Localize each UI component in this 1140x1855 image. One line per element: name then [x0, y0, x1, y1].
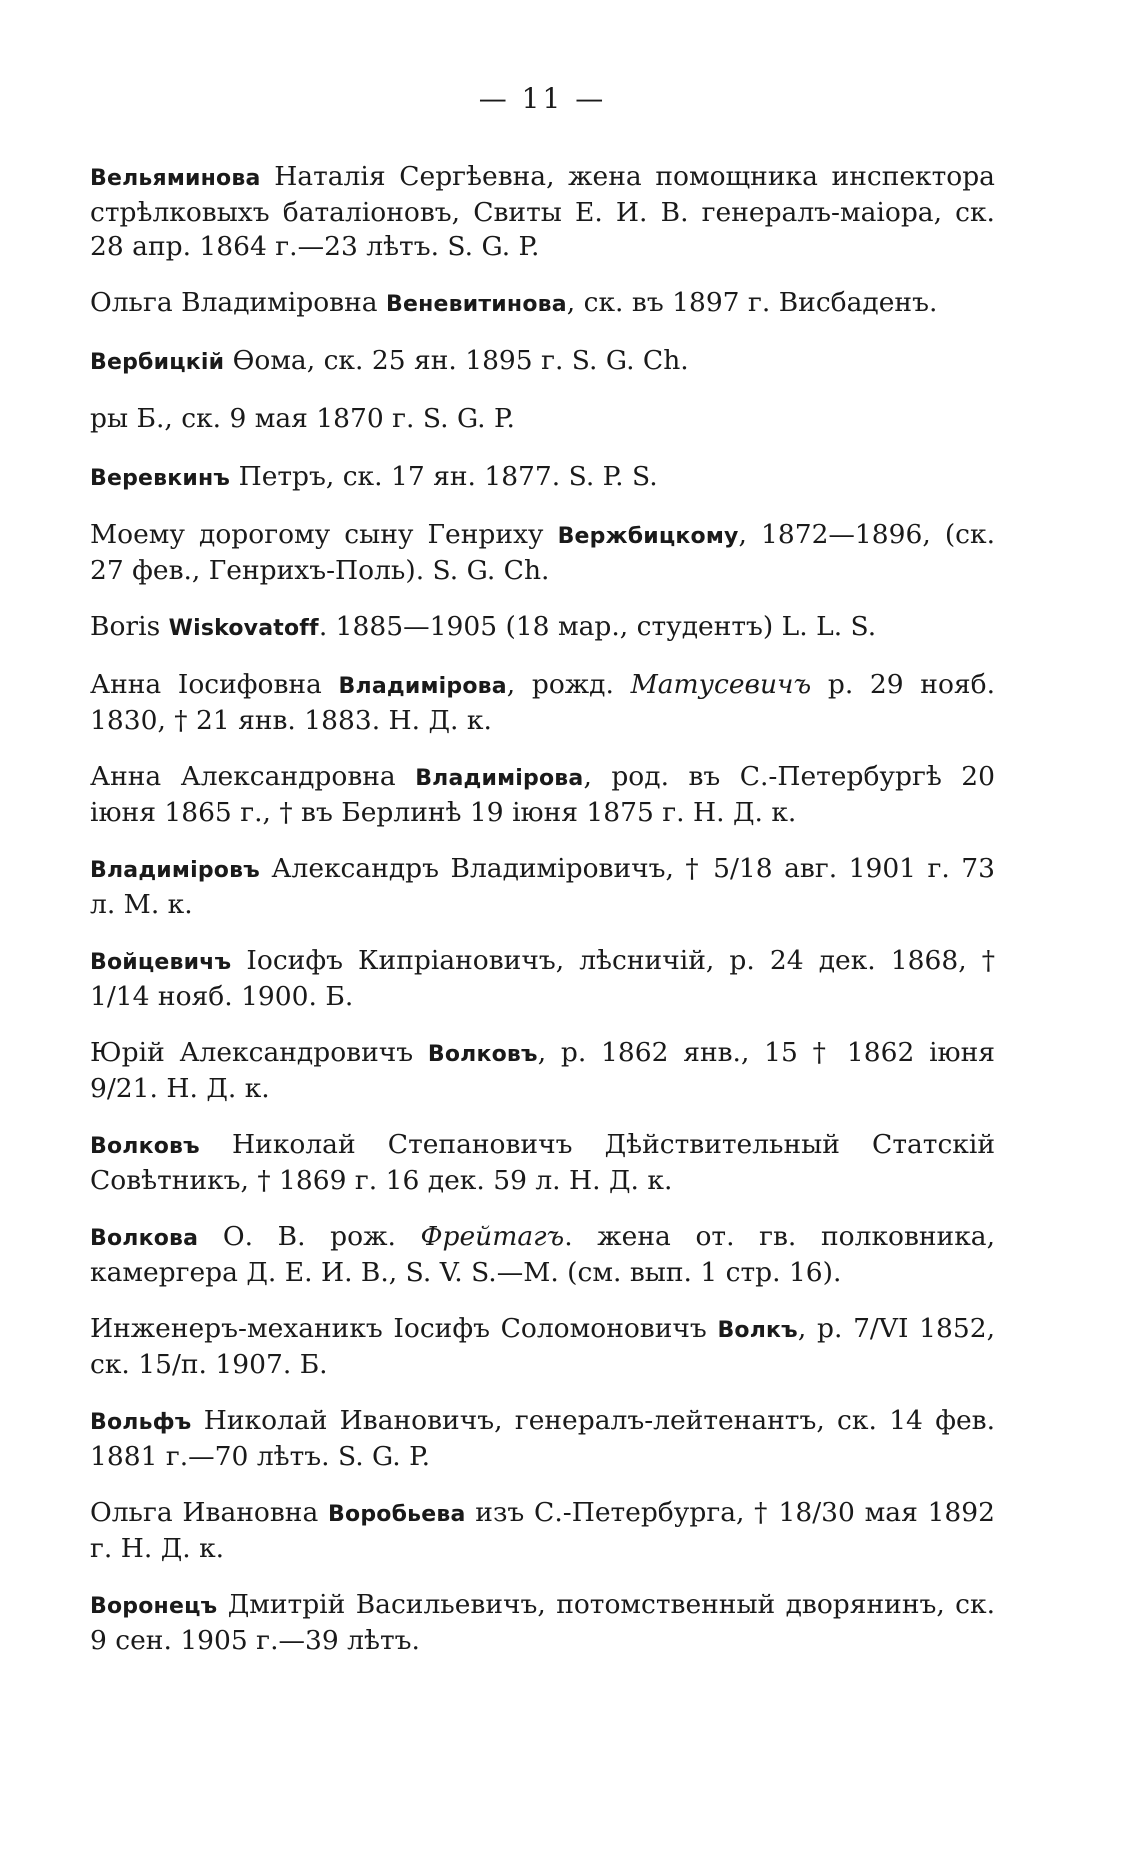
list-item: [90, 1312, 995, 1382]
entry-surname: Воронецъ: [90, 1594, 218, 1619]
entry-text: , р. 7/VI 1852, ск. 15/п. 1907. Б.: [90, 1313, 995, 1380]
entry-surname: Вельяминова: [90, 166, 261, 191]
list-item: [90, 610, 995, 646]
list-item: [90, 852, 995, 922]
entry-surname: Воробьева: [328, 1502, 466, 1527]
entry-text: Инженеръ-механикъ Іосифъ Соломоновичъ: [90, 1313, 718, 1344]
list-item: [90, 760, 995, 830]
list-item: [90, 944, 995, 1014]
list-item: [90, 1496, 995, 1566]
list-item: [90, 402, 995, 438]
entry-text: Ѳома, ск. 25 ян. 1895 г. S. G. Ch.: [224, 345, 689, 376]
list-item: [90, 1588, 995, 1658]
entry-text: Юрій Александровичъ: [90, 1037, 428, 1068]
entry-surname: Войцевичъ: [90, 950, 232, 975]
page-number: — 11 —: [478, 82, 607, 115]
entry-text: О. В. рож.: [198, 1221, 421, 1252]
entry-text: р. 29 нояб. 1830, † 21 янв. 1883. Н. Д. к.: [90, 669, 996, 736]
list-item: [90, 1128, 995, 1198]
entry-maiden-name: Фрейтагъ: [420, 1221, 565, 1252]
entry-text: Анна Іосифовна: [90, 669, 339, 700]
list-item: [90, 518, 995, 588]
entry-surname: Владимірова: [338, 674, 507, 699]
entry-text: , рожд.: [506, 669, 631, 700]
entries-list: [90, 160, 995, 1680]
list-item: [90, 668, 995, 738]
entry-text: Ольга Ивановна: [90, 1497, 329, 1528]
entry-surname: Волкъ: [717, 1318, 798, 1343]
entry-surname: Волкова: [90, 1226, 199, 1251]
entry-surname: Владиміровъ: [90, 858, 260, 883]
entry-maiden-name: Матусевичъ: [630, 669, 812, 700]
entry-text: Петръ, ск. 17 ян. 1877. S. P. S.: [230, 461, 658, 492]
list-item: [90, 286, 995, 322]
entry-surname: Веревкинъ: [90, 466, 231, 491]
entry-surname: Веневитинова: [386, 292, 567, 317]
entry-text: Александръ Владиміровичъ, † 5/18 авг. 1901 г. 73 л. М. к.: [90, 853, 995, 920]
entry-text: Іосифъ Кипріановичъ, лѣсничій, р. 24 дек. 1868, † 1/14 нояб. 1900. Б.: [90, 945, 995, 1012]
entry-text: изъ С.-Петербурга, † 18/30 мая 1892 г. Н. Д. к.: [90, 1497, 996, 1564]
list-item: [90, 1036, 995, 1106]
entry-surname: Вольфъ: [90, 1410, 192, 1435]
entry-text: , р. 1862 янв., 15 † 1862 іюня 9/21. Н. Д. к.: [90, 1037, 995, 1104]
entry-surname: Wiskovatoff: [168, 616, 319, 641]
entry-text: Наталія Сергѣевна, жена помощника инспектора стрѣлковыхъ баталіоновъ, Свиты Е. И. В. генералъ-маіора, ск. 28 апр. 1864 г.—23 лѣтъ. S. G. P.: [90, 161, 995, 262]
entry-text: . жена от. гв. полковника, камергера Д. Е. И. В., S. V. S.—М. (см. вып. 1 стр. 16).: [90, 1221, 995, 1288]
entry-text: Николай Степановичъ Дѣйствительный Статскій Совѣтникъ, † 1869 г. 16 дек. 59 л. Н. Д. к.: [90, 1129, 995, 1196]
entry-surname: Волковъ: [90, 1134, 200, 1159]
entry-text: Николай Ивановичъ, генералъ-лейтенантъ, ск. 14 фев. 1881 г.—70 лѣтъ. S. G. P.: [90, 1405, 995, 1472]
entry-text: , 1872—1896, (ск. 27 фев., Генрихъ-Поль). S. G. Ch.: [90, 519, 995, 586]
list-item: [90, 1404, 995, 1474]
entry-surname: Вербицкій: [90, 350, 225, 375]
entry-text: Анна Александровна: [90, 761, 416, 792]
entry-surname: Владимірова: [415, 766, 584, 791]
entry-text: ры Б., ск. 9 мая 1870 г. S. G. P.: [90, 403, 515, 434]
entry-surname: Вержбицкому: [557, 524, 739, 549]
entry-text: Ольга Владиміровна: [90, 287, 386, 318]
list-item: [90, 160, 995, 264]
entry-surname: Волковъ: [427, 1042, 538, 1067]
document-page: [90, 0, 995, 1855]
entry-text: Boris: [90, 611, 169, 642]
list-item: [90, 344, 995, 380]
list-item: [90, 1220, 995, 1290]
list-item: [90, 460, 995, 496]
entry-text: Моему дорогому сыну Генриху: [90, 519, 558, 550]
entry-text: , род. въ С.-Петербургѣ 20 іюня 1865 г., † въ Берлинѣ 19 іюня 1875 г. Н. Д. к.: [90, 761, 996, 828]
entry-text: . 1885—1905 (18 мар., студентъ) L. L. S.: [318, 611, 877, 642]
entry-text: , ск. въ 1897 г. Висбаденъ.: [566, 287, 938, 318]
entry-text: Дмитрій Васильевичъ, потомственный дворянинъ, ск. 9 сен. 1905 г.—39 лѣтъ.: [90, 1589, 995, 1656]
